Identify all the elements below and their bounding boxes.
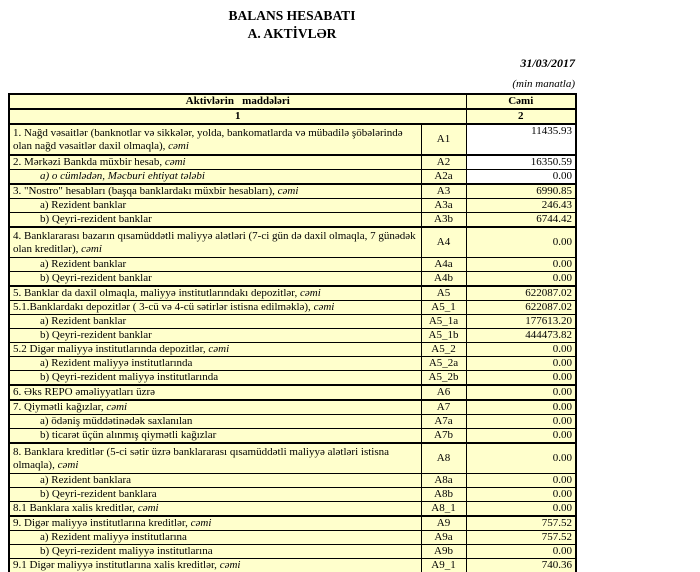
item-code: A9a	[421, 531, 466, 545]
item-value: 0.00	[466, 488, 576, 502]
item-value: 0.00	[466, 357, 576, 371]
item-value: 444473.82	[466, 329, 576, 343]
item-code: A5_1	[421, 301, 466, 315]
item-code: A8a	[421, 474, 466, 488]
table-row	[9, 227, 576, 258]
table-row	[9, 286, 576, 301]
table-row	[9, 329, 576, 343]
item-label: b) Qeyri-rezident maliyyə institutlarına	[9, 545, 421, 559]
column-header-total: Cəmi	[466, 94, 576, 109]
item-label: a) o cümlədən, Məcburi ehtiyat tələbi	[9, 170, 421, 185]
table-row	[9, 488, 576, 502]
item-value: 0.00	[466, 400, 576, 415]
item-label: a) Rezident banklar	[9, 258, 421, 272]
table-row	[9, 371, 576, 386]
item-label: a) Rezident banklar	[9, 199, 421, 213]
column-number-total: 2	[466, 109, 576, 124]
table-row	[9, 545, 576, 559]
item-label: b) ticarət üçün alınmış qiymətli kağızlar	[9, 429, 421, 444]
item-value: 622087.02	[466, 301, 576, 315]
item-label: b) Qeyri-rezident banklar	[9, 272, 421, 287]
item-value: 0.00	[466, 474, 576, 488]
item-code: A8_1	[421, 502, 466, 517]
item-label: 4. Banklararası bazarın qısamüddətli maliyyə alətləri (7-ci gün də daxil olmaqla, 7 günədək olan kreditlər), cəmi	[9, 227, 421, 258]
balance-sheet-table	[8, 93, 577, 572]
item-label: 7. Qiymətli kağızlar, cəmi	[9, 400, 421, 415]
item-value: 177613.20	[466, 315, 576, 329]
item-label: 8. Banklara kreditlər (5-ci sətir üzrə banklararası qısamüddətli maliyyə alətləri istisna olmaqla), cəmi	[9, 443, 421, 474]
item-code: A4a	[421, 258, 466, 272]
report-title-line1: BALANS HESABATI	[228, 8, 356, 23]
item-value: 246.43	[466, 199, 576, 213]
item-value: 0.00	[466, 272, 576, 287]
item-code: A5_2a	[421, 357, 466, 371]
table-header-row	[9, 94, 576, 109]
item-code: A5_1a	[421, 315, 466, 329]
item-label: a) Rezident banklar	[9, 315, 421, 329]
table-row	[9, 429, 576, 444]
item-label: 9. Digər maliyyə institutlarına kreditlər, cəmi	[9, 516, 421, 531]
item-label: b) Qeyri-rezident banklara	[9, 488, 421, 502]
item-value: 6990.85	[466, 184, 576, 199]
item-code: A8	[421, 443, 466, 474]
item-value: 622087.02	[466, 286, 576, 301]
table-row	[9, 516, 576, 531]
item-label: a) Rezident maliyyə institutlarına	[9, 531, 421, 545]
table-row	[9, 258, 576, 272]
unit-note: (min manatla)	[512, 78, 575, 90]
table-row	[9, 474, 576, 488]
item-code: A3b	[421, 213, 466, 228]
item-code: A5_1b	[421, 329, 466, 343]
table-row	[9, 559, 576, 572]
table-row	[9, 443, 576, 474]
item-value: 0.00	[466, 429, 576, 444]
item-value: 0.00	[466, 258, 576, 272]
item-value: 6744.42	[466, 213, 576, 228]
item-code: A2a	[421, 170, 466, 185]
item-value: 757.52	[466, 516, 576, 531]
item-value: 0.00	[466, 443, 576, 474]
item-label: 5.1.Banklardakı depozitlər ( 3-cü və 4-cü sətirlər istisna edilməklə), cəmi	[9, 301, 421, 315]
item-label: b) Qeyri-rezident maliyyə institutlarında	[9, 371, 421, 386]
item-code: A4	[421, 227, 466, 258]
table-row	[9, 301, 576, 315]
table-row	[9, 272, 576, 287]
item-value: 16350.59	[466, 155, 576, 170]
item-label: 2. Mərkəzi Bankda müxbir hesab, cəmi	[9, 155, 421, 170]
table-row	[9, 502, 576, 517]
item-code: A2	[421, 155, 466, 170]
item-value: 11435.93	[466, 124, 576, 155]
table-header-number-row	[9, 109, 576, 124]
table-row	[9, 385, 576, 400]
item-label: 1. Nağd vəsaitlər (banknotlar və sikkələr, yolda, bankomatlarda və mübadilə şöbələrində olan nağd vəsaitlər daxil olmaqla), cəmi	[9, 124, 421, 155]
item-code: A9b	[421, 545, 466, 559]
item-value: 757.52	[466, 531, 576, 545]
item-label: b) Qeyri-rezident banklar	[9, 329, 421, 343]
item-code: A9	[421, 516, 466, 531]
table-row	[9, 124, 576, 155]
table-row	[9, 343, 576, 357]
item-code: A3	[421, 184, 466, 199]
item-code: A4b	[421, 272, 466, 287]
item-value: 0.00	[466, 227, 576, 258]
column-header-items: Aktivlərin maddələri	[9, 94, 466, 109]
item-label: 9.1 Digər maliyyə institutlarına xalis kreditlər, cəmi	[9, 559, 421, 572]
table-row	[9, 170, 576, 185]
item-value: 740.36	[466, 559, 576, 572]
item-code: A6	[421, 385, 466, 400]
table-row	[9, 415, 576, 429]
table-row	[9, 357, 576, 371]
item-code: A5_2	[421, 343, 466, 357]
item-code: A1	[421, 124, 466, 155]
report-title-line2: A. AKTİVLƏR	[247, 26, 337, 41]
item-value: 0.00	[466, 170, 576, 185]
table-row	[9, 184, 576, 199]
item-label: a) ödəniş müddətinədək saxlanılan	[9, 415, 421, 429]
table-row	[9, 315, 576, 329]
item-value: 0.00	[466, 343, 576, 357]
item-label: a) Rezident maliyyə institutlarında	[9, 357, 421, 371]
item-label: b) Qeyri-rezident banklar	[9, 213, 421, 228]
item-code: A7a	[421, 415, 466, 429]
report-date: 31/03/2017	[520, 56, 575, 70]
item-code: A7b	[421, 429, 466, 444]
table-row	[9, 400, 576, 415]
table-row	[9, 213, 576, 228]
item-code: A3a	[421, 199, 466, 213]
table-row	[9, 531, 576, 545]
table-row	[9, 155, 576, 170]
item-value: 0.00	[466, 385, 576, 400]
item-label: a) Rezident banklara	[9, 474, 421, 488]
item-value: 0.00	[466, 415, 576, 429]
item-code: A9_1	[421, 559, 466, 572]
item-value: 0.00	[466, 545, 576, 559]
item-code: A5_2b	[421, 371, 466, 386]
item-label: 5.2 Digər maliyyə institutlarında depozitlər, cəmi	[9, 343, 421, 357]
item-code: A8b	[421, 488, 466, 502]
item-code: A7	[421, 400, 466, 415]
item-label: 5. Banklar da daxil olmaqla, maliyyə institutlarındakı depozitlər, cəmi	[9, 286, 421, 301]
item-label: 3. "Nostro" hesabları (başqa banklardakı müxbir hesabları), cəmi	[9, 184, 421, 199]
item-label: 6. Əks REPO əməliyyatları üzrə	[9, 385, 421, 400]
column-number-items: 1	[9, 109, 466, 124]
item-code: A5	[421, 286, 466, 301]
table-row	[9, 199, 576, 213]
item-value: 0.00	[466, 502, 576, 517]
item-label: 8.1 Banklara xalis kreditlər, cəmi	[9, 502, 421, 517]
item-value: 0.00	[466, 371, 576, 386]
